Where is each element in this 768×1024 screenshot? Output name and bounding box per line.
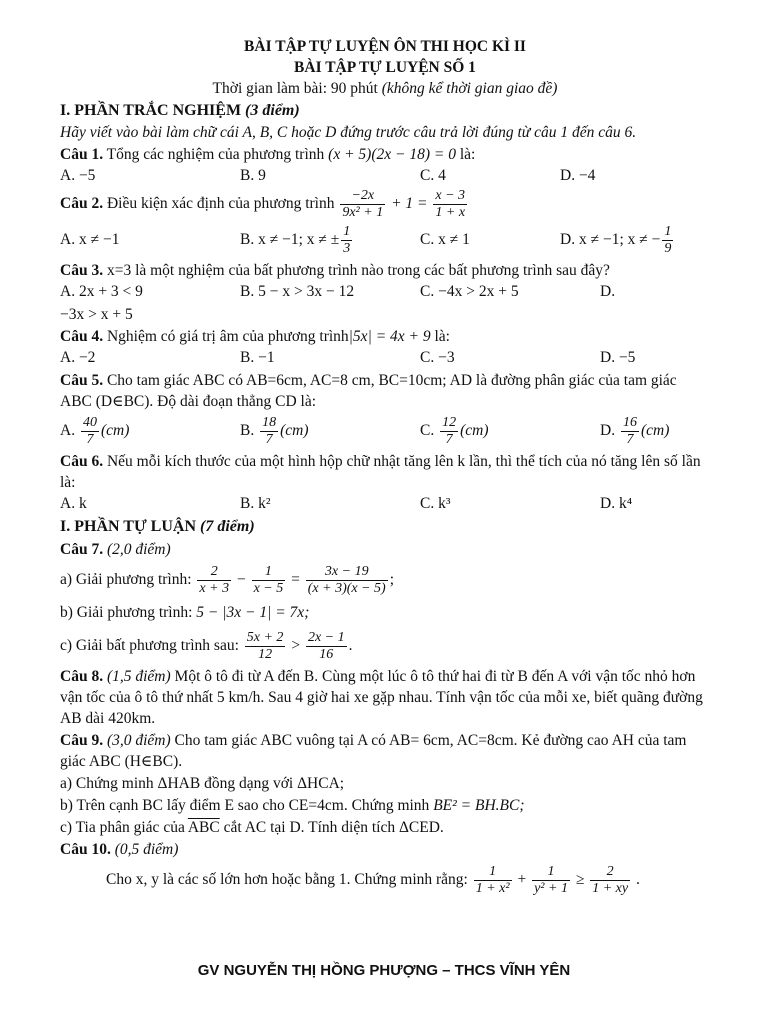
q6-option-a: A. k [60,495,87,512]
q9-part-a: a) Chứng minh ΔHAB đồng dạng với ΔHCA; [60,775,345,792]
time-label: Thời gian làm bài: 90 phút [212,80,382,97]
q7-label: Câu 7. [60,541,104,558]
q3-label: Câu 3. [60,262,104,279]
question-2: Câu 2. Điều kiện xác định của phương trình $\frac{-2x}{\text{9x² + 1}}$ + 1 = $\frac{x - 3}{1 + x}$ [60,188,466,220]
question-6: Câu 6. Nếu mỗi kích thước của một hình hộp chữ nhật tăng lên k lần, thì thể tích của nó tăng lên số lần là: [60,453,701,491]
q10-label: Câu 10. [60,841,111,858]
q6-label: Câu 6. [60,453,104,470]
question-5: Câu 5. Cho tam giác ABC có AB=6cm, AC=8 cm, BC=10cm; AD là đường phân giác của tam giác ABC (D∈BC). Độ dài đoạn thẳng CD là: [60,372,677,410]
q3-option-a: A. 2x + 3 < 9 [60,283,143,300]
time-note: (không kể thời gian giao đề) [381,80,558,97]
question-3: Câu 3. x=3 là một nghiệm của bất phương trình nào trong các bất phương trình sau đây? [60,262,610,279]
q3-option-c: C. −4x > 2x + 5 [420,283,519,300]
q2-label: Câu 2. [60,195,104,213]
q5-option-a: A. $\frac{40}{7}$ (cm) [60,414,130,447]
q5-options [60,412,710,450]
q3-option-d: D. [600,283,616,300]
q4-label: Câu 4. [60,328,104,345]
q4-option-b: B. −1 [240,349,275,366]
q1-equation: (x + 5)(2x − 18) = 0 [328,146,456,163]
q3-option-d-cont: −3x > x + 5 [60,306,133,323]
q4-options [60,347,710,369]
q1-option-a: A. −5 [60,167,96,184]
q4-option-d: D. −5 [600,349,636,366]
q2-fraction-left: $\frac{-2x}{\text{9x² + 1}}$ [342,188,384,220]
part1-heading: I. PHẦN TRẮC NGHIỆM (3 điểm) [60,102,300,119]
q1-options [60,165,710,187]
q1-option-b: B. 9 [240,167,266,184]
q1-option-d: D. −4 [560,167,596,184]
q6-option-c: C. k³ [420,495,451,512]
doc-subtitle: BÀI TẬP TỰ LUYỆN SỐ 1 [294,59,476,76]
q4-option-c: C. −3 [420,349,455,366]
q9-part-c: c) Tia phân giác của $\overline{ABC}$ cắt AC tại D. Tính diện tích ΔCED. [60,819,444,836]
q5-label: Câu 5. [60,372,104,389]
q5-option-d: D. $\frac{16}{7}$ (cm) [600,414,670,447]
time-line [60,78,710,99]
q3-option-b: B. 5 − x > 3x − 12 [240,283,355,300]
q1-option-c: C. 4 [420,167,446,184]
question-1: Câu 1. Tổng các nghiệm của phương trình (x + 5)(2x − 18) = 0 là: [60,146,476,163]
q2-option-c: C. x ≠ 1 [420,231,470,248]
q2-option-b: B. x ≠ −1; x ≠ ± $\frac{1}{3}$ [240,223,351,256]
q4-equation: |5x| = 4x + 9 [348,328,431,345]
question-7: Câu 7. (2,0 điểm) [60,541,171,558]
q5-option-c: C. $\frac{12}{7}$ (cm) [420,414,489,447]
q7-part-b: b) Giải phương trình: 5 − |3x − 1| = 7x; [60,604,310,621]
part2-heading: I. PHẦN TỰ LUẬN (7 điểm) [60,518,255,535]
q6-option-b: B. k² [240,495,271,512]
q7-part-a: a) Giải phương trình: $\frac{2}{x + 3}$ − $\frac{1}{x - 5}$ = $\frac{3x - 19}{(x + 3)(x - 5)}$ ; [60,563,395,596]
q2-fraction-right: $\frac{x - 3}{1 + x}$ [435,188,466,220]
q10-statement: Cho x, y là các số lớn hơn hoặc bằng 1. Chứng minh rằng: $\frac{1}{\text{1 + x²}}$ + $\frac{1}{\text{y² + 1}}$ ≥ $\frac{2}{1 + xy}$ . [106,863,640,896]
q8-label: Câu 8. [60,668,104,685]
q3-options [60,281,710,303]
q7-part-c: c) Giải bất phương trình sau: $\frac{5x + 2}{12}$ > $\frac{2x - 1}{16}$ . [60,629,353,662]
q6-option-d: D. k⁴ [600,495,633,512]
worksheet [60,36,710,899]
q9-label: Câu 9. [60,732,104,749]
q9-angle: $\overline{ABC}$ [187,819,220,836]
footer-author: GV NGUYỄN THỊ HỒNG PHƯỢNG – THCS VĨNH YÊN [197,962,571,979]
q2-options [60,221,710,259]
q6-options [60,493,710,515]
question-4: Câu 4. Nghiệm có giá trị âm của phương trình|5x| = 4x + 9 là: [60,328,450,345]
q4-option-a: A. −2 [60,349,96,366]
q5-option-b: B. $\frac{18}{7}$ (cm) [240,414,309,447]
q2-option-a: A. x ≠ −1 [60,231,120,248]
part1-instruction: Hãy viết vào bài làm chữ cái A, B, C hoặc D đứng trước câu trả lời đúng từ câu 1 đến câu 6. [60,124,637,141]
question-10: Câu 10. (0,5 điểm) [60,841,179,858]
question-8: Câu 8. (1,5 điểm) Một ô tô đi từ A đến B. Cùng một lúc ô tô thứ hai đi từ B đến A với vận tốc nhỏ hơn vận tốc của ô tô thứ nhất 5 km/h. Sau 4 giờ hai xe gặp nhau. Tính vận tốc của mỗi xe, biết quãng đường AB dài 420km. [60,668,703,727]
q9-part-b: b) Trên cạnh BC lấy điểm E sao cho CE=4cm. Chứng minh BE² = BH.BC; [60,797,525,814]
doc-title: BÀI TẬP TỰ LUYỆN ÔN THI HỌC KÌ II [244,38,526,55]
q1-label: Câu 1. [60,146,104,163]
question-9: Câu 9. (3,0 điểm) Cho tam giác ABC vuông tại A có AB= 6cm, AC=8cm. Kẻ đường cao AH của tam giác ABC (H∈BC). [60,732,687,770]
q2-option-d: D. x ≠ −1; x ≠ − $\frac{1}{9}$ [560,223,672,256]
